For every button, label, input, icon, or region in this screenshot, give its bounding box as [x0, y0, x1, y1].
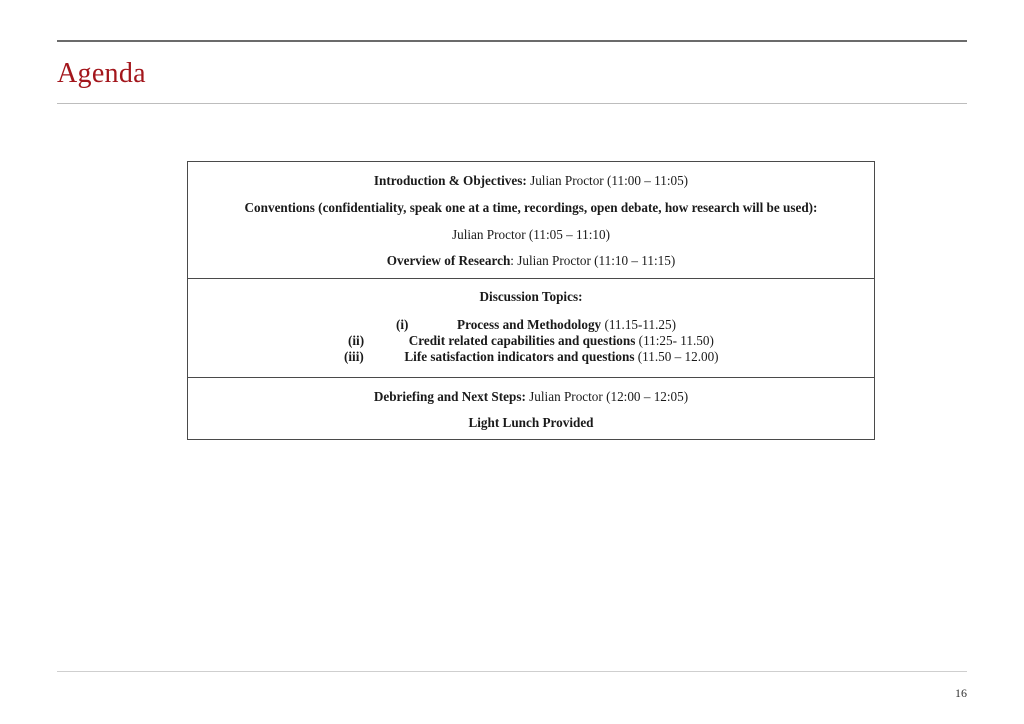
topic-label: Credit related capabilities and questions — [408, 333, 636, 348]
topic-time: (11:25- 11.50) — [635, 333, 714, 348]
topic-number: (iii) — [344, 349, 364, 364]
topic-number: (i) — [396, 317, 409, 332]
lunch-line — [188, 415, 874, 431]
debrief-line — [188, 389, 874, 405]
lunch-text: Light Lunch Provided — [468, 415, 594, 430]
intro-line — [188, 173, 874, 189]
conventions-line — [188, 200, 874, 216]
agenda-section-intro — [188, 162, 874, 279]
title-divider — [57, 103, 967, 104]
topic-time: (11.50 – 12.00) — [634, 349, 719, 364]
footer-divider — [57, 671, 967, 672]
discussion-heading — [188, 289, 874, 305]
topic-row — [348, 333, 714, 349]
intro-label: Introduction & Objectives: — [373, 173, 527, 188]
debrief-text: Julian Proctor (12:00 – 12:05) — [525, 389, 689, 404]
topic-row — [344, 349, 719, 365]
discussion-heading-text: Discussion Topics: — [479, 289, 583, 304]
topic-label: Process and Methodology — [457, 317, 602, 332]
overview-text: : Julian Proctor (11:10 – 11:15) — [510, 253, 676, 268]
agenda-section-discussion — [188, 279, 874, 378]
conventions-label: Conventions (confidentiality, speak one at a time, recordings, open debate, how research will be used): — [244, 200, 818, 215]
topic-row — [396, 317, 676, 333]
top-divider — [57, 40, 967, 42]
topic-label: Life satisfaction indicators and questions — [404, 349, 635, 364]
topic-time: (11.15-11.25) — [601, 317, 676, 332]
page-number: 16 — [955, 686, 967, 700]
debrief-label: Debriefing and Next Steps: — [373, 389, 526, 404]
topic-number: (ii) — [348, 333, 365, 348]
overview-line — [188, 253, 874, 269]
agenda-table — [187, 161, 875, 440]
conventions-presenter: Julian Proctor (11:05 – 11:10) — [452, 227, 610, 242]
intro-text: Julian Proctor (11:00 – 11:05) — [526, 173, 689, 188]
page-title: Agenda — [57, 58, 146, 89]
agenda-section-debrief — [188, 378, 874, 441]
overview-label: Overview of Research — [386, 253, 511, 268]
